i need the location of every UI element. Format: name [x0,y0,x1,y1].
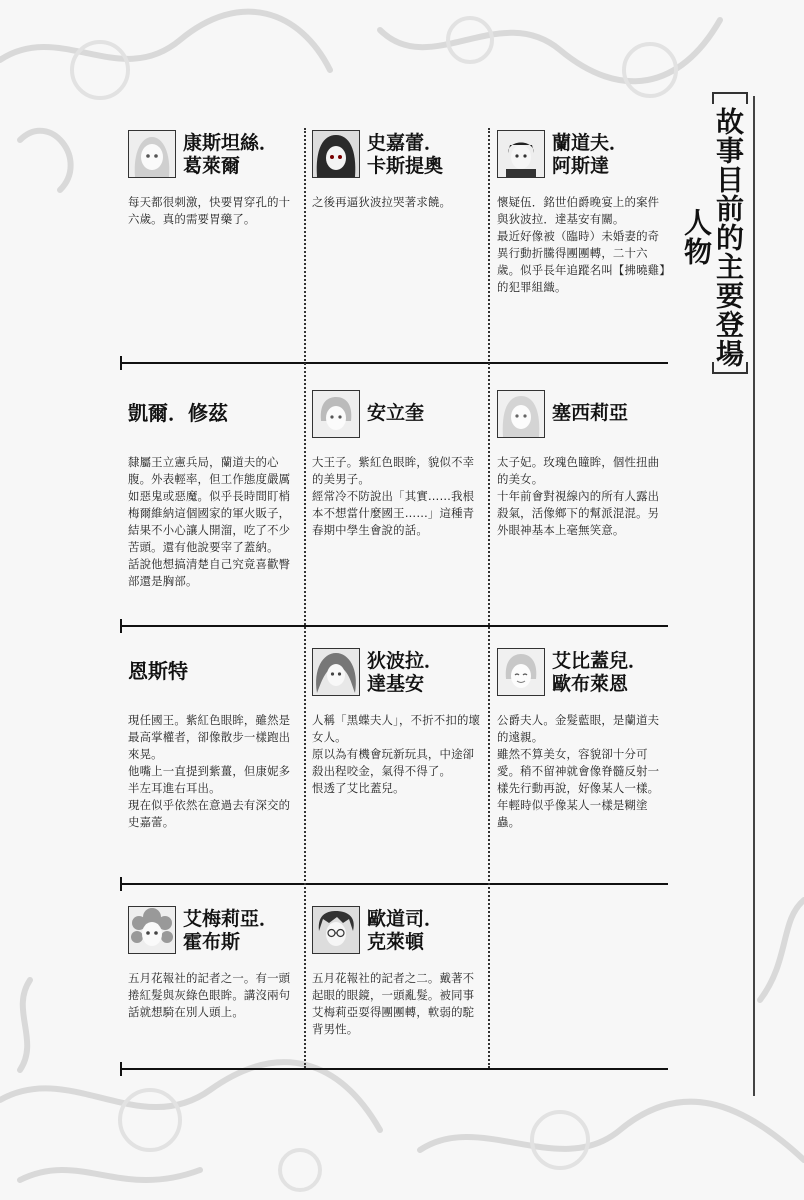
girl-curly-hair-icon [128,906,176,954]
character-name: 恩斯特 [128,659,188,683]
man-glasses-icon [312,906,360,954]
character-card [128,906,300,1066]
character-name: 凱爾．修茲 [128,401,228,425]
young-man-light-hair-icon [312,390,360,438]
right-border-line [753,96,755,1096]
character-name: 歐道司． 克萊頓 [367,908,444,953]
character-description: 太子妃。玫瑰色瞳眸，個性扭曲的美女。 十年前會對視線內的所有人露出殺氣，活像鄉下的幫派混混。另外眼神基本上毫無笑意。 [497,455,660,537]
character-description: 五月花報社的記者之一。有一頭捲紅髮與灰綠色眼眸。講沒兩句話就想騎在別人頭上。 [128,971,291,1019]
character-card [497,130,669,350]
character-card [497,390,669,620]
page-title: 故事目前的主要登場人物 [680,106,745,368]
character-description: 五月花報社的記者之二。戴著不起眼的眼鏡，一頭亂髮。被同事艾梅莉亞耍得團團轉，軟弱的駝背男性。 [312,971,475,1036]
character-name: 艾梅莉亞． 霍布斯 [183,908,279,953]
row-divider [120,362,668,364]
man-dark-hair-icon [497,130,545,178]
character-card [312,390,484,620]
girl-light-hair-icon [128,130,176,178]
character-description: 每天都很刺激，快要胃穿孔的十六歲。真的需要胃藥了。 [128,195,291,226]
character-card [128,130,300,350]
character-description: 人稱「黑蝶夫人」，不折不扣的壞女人。 原以為有機會玩新玩具，中途卻殺出程咬金，氣得不得了。 恨透了艾比蓋兒。 [312,713,481,795]
character-card [312,130,484,350]
character-name: 康斯坦絲． 葛萊爾 [183,132,279,177]
title-frame [680,92,745,374]
row-divider [120,625,668,627]
character-name: 蘭道夫． 阿斯達 [552,132,629,177]
character-card [497,648,669,878]
character-name: 狄波拉． 達基安 [367,650,444,695]
character-card [128,390,300,620]
character-description: 之後再逼狄波拉哭著求饒。 [312,195,452,209]
character-name: 安立奎 [367,402,425,424]
girl-dark-hair-icon [312,130,360,178]
character-description: 公爵夫人。金髮藍眼，是蘭道夫的遠親。 雖然不算美女，容貌卻十分可愛。稍不留神就會像脊髓反射一樣先行動再說，好像某人一樣。年輕時似乎像某人一樣是糊塗蟲。 [497,713,660,829]
woman-long-hair-icon [497,390,545,438]
character-name: 史嘉蕾． 卡斯提奧 [367,132,444,177]
character-card [312,906,484,1066]
character-description: 懷疑伍．銘世伯爵晚宴上的案件與狄波拉．達基安有關。 最近好像被（臨時）未婚妻的奇異行動折騰得團團轉，二十六歲。似乎長年追蹤名叫【拂曉雞】的犯罪組織。 [497,195,666,294]
character-description: 隸屬王立憲兵局，蘭道夫的心腹。外表輕率，但工作態度嚴厲如惡鬼或惡魔。似乎長時間盯梢梅爾維納這個國家的軍火販子，結果不小心讓人開溜，吃了不少苦頭。還有他說要宰了蓋納。 話說他想搞清楚自己究竟喜歡臀部還是胸部。 [128,455,291,588]
row-divider [120,1068,668,1070]
character-description: 現任國王。紫紅色眼眸，雖然是最高掌權者，卻像散步一樣跑出來晃。 他嘴上一直提到紫薑，但康妮多半左耳進右耳出。 現在似乎依然在意過去有深交的史嘉蕾。 [128,713,291,829]
character-name: 艾比蓋兒． 歐布萊恩 [552,650,648,695]
lady-smiling-icon [497,648,545,696]
character-name: 塞西莉亞 [552,402,629,424]
row-divider [120,883,668,885]
character-description: 大王子。紫紅色眼眸，貌似不幸的美男子。 經常冷不防說出「其實……我根本不想當什麼國王……」這種青春期中學生會說的話。 [312,455,475,537]
character-card [128,648,300,878]
character-card [312,648,484,878]
woman-wavy-hair-icon [312,648,360,696]
title-bracket-bottom [712,362,748,374]
